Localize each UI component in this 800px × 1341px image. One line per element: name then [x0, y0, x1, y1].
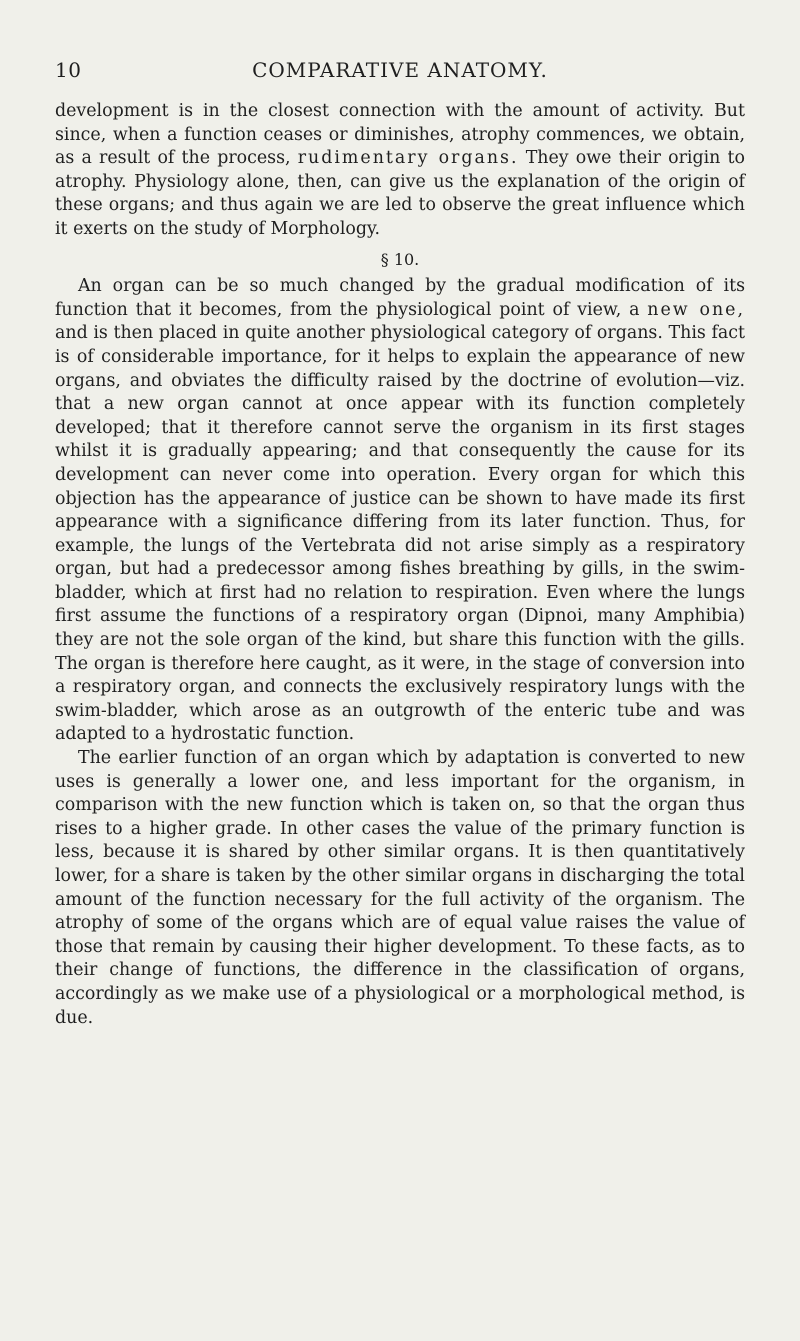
paragraph-2-text-a: An organ can be so much changed by the gradual modification of its function that it becomes, from the physiological point of view, a: [55, 276, 745, 320]
paragraph-2: [55, 275, 745, 747]
paragraph-1: [55, 100, 745, 242]
paragraph-3: The earlier function of an organ which by adaptation is converted to new uses is generally a lower one, and less important for the organism, in comparison with the new function which is taken on, so that the organ thus rises to a higher grade. In other cases the value of the primary function is less, because it is shared by other similar organs. It is then quantitatively lower, for a share is taken by the other similar organs in discharging the total amount of the function necessary for the full activity of the organism. The atrophy of some of the organs which are of equal value raises the value of those that remain by causing their higher development. To these facts, as to their change of functions, the difference in the classification of organs, accordingly as we make use of a physiological or a morphological method, is due.: [55, 748, 745, 1028]
paragraph-2-text-b: and is then placed in quite another physiological category of organs. This fact is of considerable importance, for it helps to explain the appearance of new organs, and obviates the difficulty raised by the doctrine of evolution—viz. that a new organ cannot at once appear with its function completely developed; that it therefore cannot serve the organism in its first stages whilst it is gradually appearing; and that consequently the cause for its development can never come into operation. Every organ for which this objection has the appearance of justice can be shown to have made its first appearance with a significance differing from its later function. Thus, for example, the lungs of the Vertebrata did not arise simply as a respiratory organ, but had a predecessor among fishes breathing by gills, in the swim-bladder, which at first had no relation to respiration. Even where the lungs first assume the functions of a respiratory organ (Dipnoi, many Amphibia) they are not the sole organ of the kind, but share this function with the gills. The organ is therefore here caught, as it were, in the stage of conversion into a respiratory organ, and connects the exclusively respiratory lungs with the swim-bladder, which arose as an outgrowth of the enteric tube and was adapted to a hydrostatic function.: [55, 323, 745, 745]
rudimentary-organs-term: rudimentary organs.: [297, 148, 519, 169]
body-text: [55, 100, 745, 1030]
paragraph-1-text-b: They owe their origin to atrophy. Physiology alone, then, can give us the explanation of the origin of these organs; and thus again we are led to observe the great influence which it exerts on the study of Morphology.: [55, 148, 746, 239]
running-title: COMPARATIVE ANATOMY.: [252, 58, 548, 82]
page-header: [55, 58, 745, 86]
paragraph-1-text-a: development is in the closest connection with the amount of activity. But since, when a function ceases or diminishes, atrophy commences, we obtain, as a result of the process,: [55, 101, 745, 169]
section-heading: § 10.: [380, 249, 420, 269]
page-number: 10: [55, 58, 82, 82]
new-one-term: new one,: [647, 299, 745, 320]
